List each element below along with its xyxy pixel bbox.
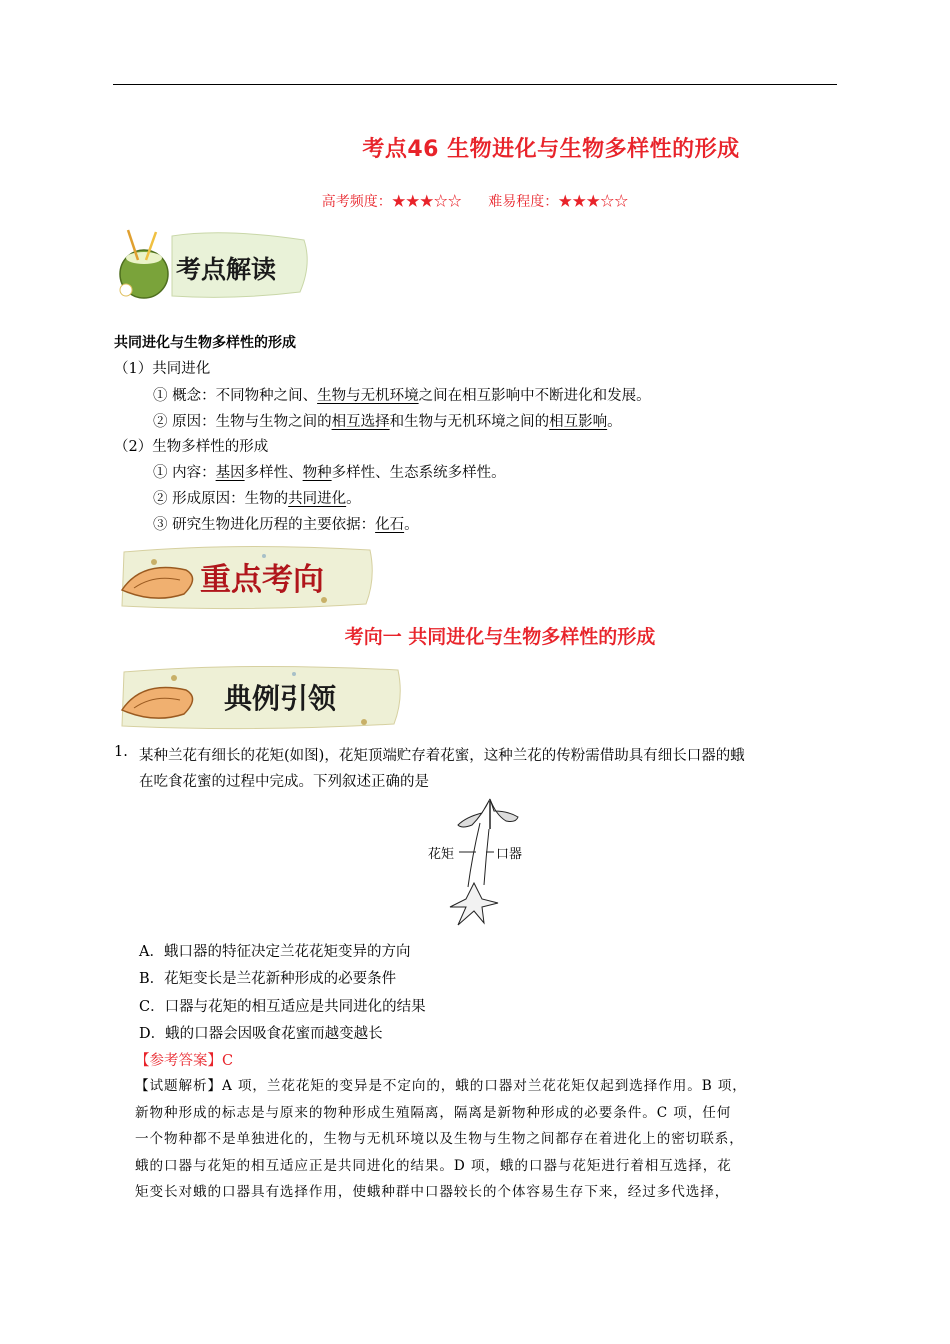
figure-label-spur: 花矩: [428, 847, 455, 862]
question-text-line1: 某种兰花有细长的花矩(如图)，花矩顶端贮存着花蜜，这种兰花的传粉需借助具有细长口器的蛾: [139, 748, 745, 764]
frequency-label: 高考频度：★★★☆☆: [321, 194, 462, 210]
item1-reason: ② 原因：生物与生物之间的相互选择和生物与无机环境之间的相互影响。: [153, 414, 622, 430]
figure-label-mouthpart: 口器: [496, 847, 523, 862]
zhongdian-banner-text: 重点考向: [200, 562, 324, 598]
option-a[interactable]: A．蛾口器的特征决定兰花花矩变异的方向: [139, 944, 411, 960]
analysis-line: 蛾的口器与花矩的相互适应正是共同进化的结果。D 项，蛾的口器与花矩进行着相互选择，花: [135, 1157, 732, 1174]
analysis-line: 新物种形成的标志是与原来的物种形成生殖隔离，隔离是新物种形成的必要条件。C 项，任何: [135, 1104, 732, 1121]
difficulty-label: 难易程度：★★★☆☆: [488, 194, 629, 210]
question-text-line2: 在吃食花蜜的过程中完成。下列叙述正确的是: [139, 774, 429, 790]
spur-line: [468, 823, 480, 887]
section-heading: 共同进化与生物多样性的形成: [114, 335, 296, 351]
item2-content: ① 内容：基因多样性、物种多样性、生态系统多样性。: [153, 465, 506, 481]
zhongdian-banner: [114, 542, 376, 612]
analysis-line: 【试题解析】A 项，兰花花矩的变异是不定向的，蛾的口器对兰花花矩仅起到选择作用。B 项，: [135, 1078, 747, 1094]
kaodian-banner: [114, 226, 314, 304]
subsection-title: 考向一 共同进化与生物多样性的形成: [344, 626, 656, 648]
page-title: 考点46 生物进化与生物多样性的形成: [362, 137, 740, 162]
item1-concept: ① 概念：不同物种之间、生物与无机环境之间在相互影响中不断进化和发展。: [153, 388, 651, 404]
option-b[interactable]: B．花矩变长是兰花新种形成的必要条件: [139, 971, 397, 987]
kaodian-banner-text: 考点解读: [176, 255, 277, 284]
dianli-banner-text: 典例引领: [224, 682, 337, 715]
flower-icon: [120, 284, 132, 296]
item1-title: （1）共同进化: [114, 361, 211, 377]
option-c[interactable]: C．口器与花矩的相互适应是共同进化的结果: [139, 999, 426, 1015]
header-rule: [113, 84, 837, 85]
item2-evidence: ③ 研究生物进化历程的主要依据：化石。: [153, 517, 419, 533]
moth-wing-icon: [458, 799, 490, 827]
analysis-line: 一个物种都不是单独进化的，生物与无机环境以及生物与生物之间都存在着进化上的密切联系，: [135, 1131, 744, 1147]
proboscis-line: [484, 829, 489, 885]
orchid-moth-figure: [422, 795, 542, 930]
option-d[interactable]: D．蛾的口器会因吸食花蜜而越变越长: [139, 1026, 383, 1042]
difficulty-rating: [0, 191, 950, 211]
answer-label: 【参考答案】C: [135, 1053, 234, 1069]
orchid-flower-icon: [450, 883, 498, 925]
analysis-paragraph: [135, 1073, 835, 1206]
question-number: 1.: [114, 744, 128, 760]
analysis-line: 矩变长对蛾的口器具有选择作用，使蛾种群中口器较长的个体容易生存下来，经过多代选择，: [135, 1184, 730, 1200]
dianli-banner: [114, 662, 404, 732]
item2-title: （2）生物多样性的形成: [114, 439, 269, 455]
item2-cause: ② 形成原因：生物的共同进化。: [153, 491, 361, 507]
